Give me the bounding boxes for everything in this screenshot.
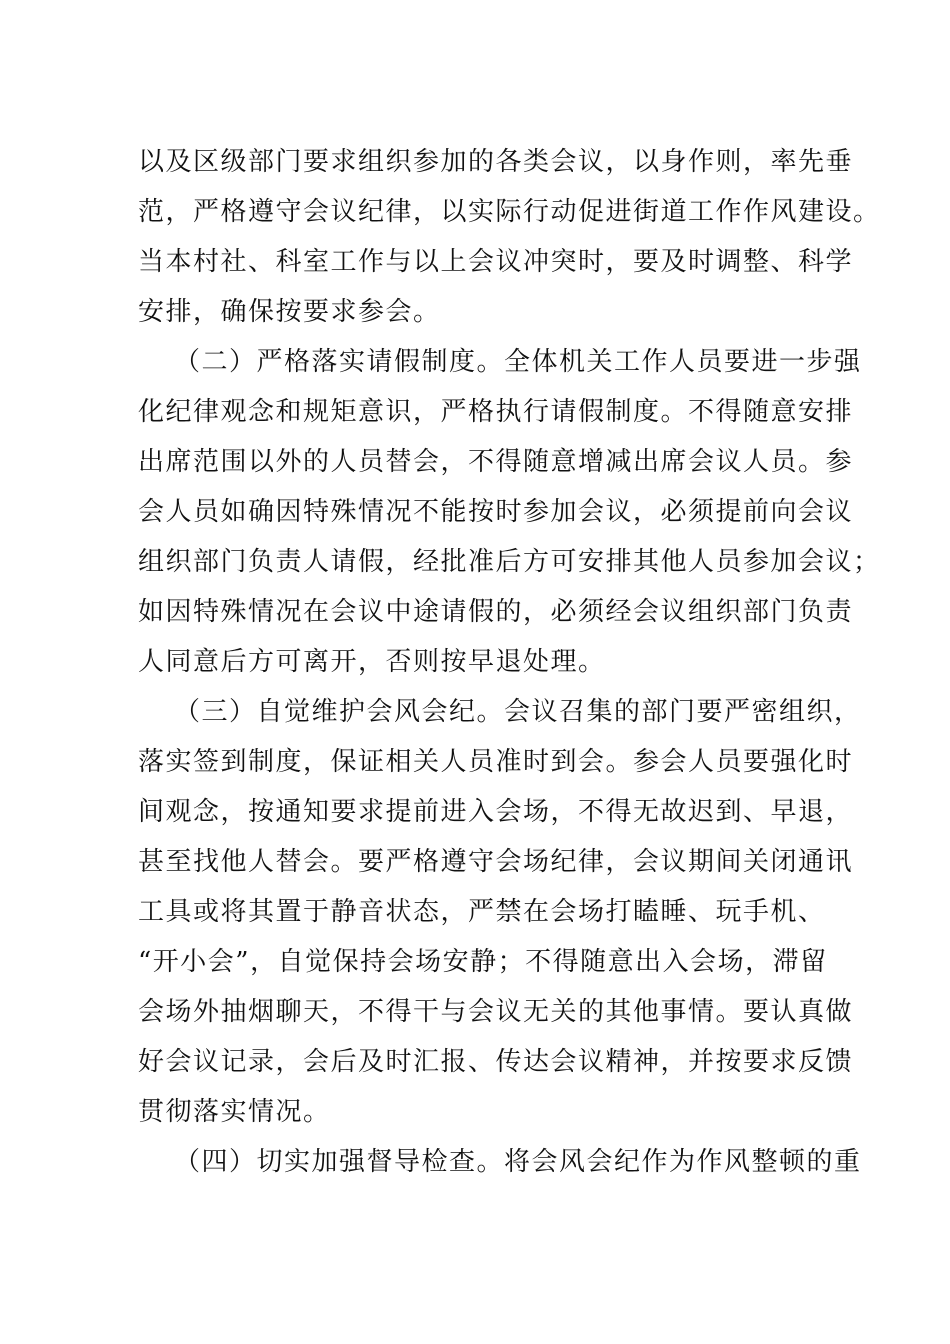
paragraph-heading-line: （二）严格落实请假制度。全体机关工作人员要进一步强 — [174, 347, 862, 377]
text-line: 出席范围以外的人员替会，不得随意增减出席会议人员。参 — [138, 447, 854, 477]
text-line: 落实签到制度，保证相关人员准时到会。参会人员要强化时 — [138, 747, 854, 777]
text-line: 会场外抽烟聊天，不得干与会议无关的其他事情。要认真做 — [138, 997, 854, 1027]
text-line: 工具或将其置于静音状态，严禁在会场打瞌睡、玩手机、 — [138, 897, 826, 927]
text-line: 甚至找他人替会。要严格遵守会场纪律，会议期间关闭通讯 — [138, 847, 854, 877]
text-line: 间观念，按通知要求提前进入会场，不得无故迟到、早退， — [138, 797, 854, 827]
text-line: 范，严格遵守会议纪律，以实际行动促进街道工作作风建设。 — [138, 197, 881, 227]
text-line: 会人员如确因特殊情况不能按时参加会议，必须提前向会议 — [138, 497, 854, 527]
text-line: 安排，确保按要求参会。 — [138, 297, 441, 327]
text-line: 好会议记录，会后及时汇报、传达会议精神，并按要求反馈 — [138, 1047, 854, 1077]
text-line: 以及区级部门要求组织参加的各类会议，以身作则，率先垂 — [138, 147, 854, 177]
text-line: 当本村社、科室工作与以上会议冲突时，要及时调整、科学 — [138, 247, 854, 277]
text-line: 如因特殊情况在会议中途请假的，必须经会议组织部门负责 — [138, 597, 854, 627]
paragraph-heading-line: （三）自觉维护会风会纪。会议召集的部门要严密组织， — [174, 697, 862, 727]
text-line: 贯彻落实情况。 — [138, 1097, 331, 1127]
text-line: 组织部门负责人请假，经批准后方可安排其他人员参加会议； — [138, 547, 881, 577]
text-line: 人同意后方可离开，否则按早退处理。 — [138, 647, 606, 677]
text-line: “开小会”，自觉保持会场安静；不得随意出入会场，滞留 — [138, 947, 828, 977]
text-line: 化纪律观念和规矩意识，严格执行请假制度。不得随意安排 — [138, 397, 854, 427]
paragraph-heading-line: （四）切实加强督导检查。将会风会纪作为作风整顿的重 — [174, 1147, 862, 1177]
